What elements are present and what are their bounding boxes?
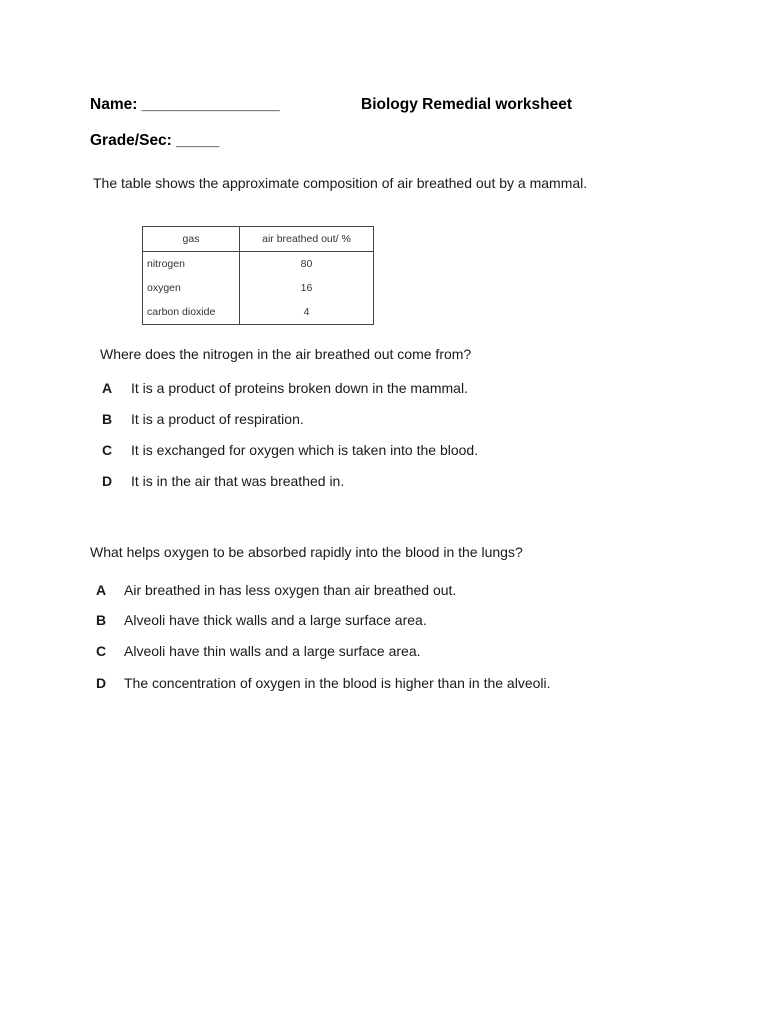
option-letter: C <box>102 442 113 458</box>
name-field-label: Name: ________________ <box>90 96 280 113</box>
air-composition-table <box>142 226 374 325</box>
option-letter: B <box>102 411 113 427</box>
option-letter: B <box>96 612 107 628</box>
table-cell-gas: oxygen <box>143 276 240 300</box>
option-text: Air breathed in has less oxygen than air breathed out. <box>124 582 457 598</box>
option-text: The concentration of oxygen in the blood is higher than in the alveoli. <box>124 675 551 691</box>
option-text: Alveoli have thick walls and a large surface area. <box>124 612 427 628</box>
table-header-percent: air breathed out/ % <box>240 227 374 252</box>
worksheet-title: Biology Remedial worksheet <box>361 96 573 113</box>
table-header-row <box>143 227 374 252</box>
table-intro-text: The table shows the approximate composition of air breathed out by a mammal. <box>93 175 588 191</box>
table-cell-value: 80 <box>240 252 374 277</box>
option-letter: D <box>102 473 113 489</box>
table-cell-gas: carbon dioxide <box>143 300 240 325</box>
option-text: It is a product of proteins broken down in the mammal. <box>131 380 468 396</box>
grade-section-label: Grade/Sec: _____ <box>90 132 220 149</box>
table-row <box>143 252 374 277</box>
table-cell-value: 16 <box>240 276 374 300</box>
option-text: It is a product of respiration. <box>131 411 304 427</box>
option-text: It is exchanged for oxygen which is taken into the blood. <box>131 442 479 458</box>
table-row <box>143 300 374 325</box>
question-1-text: Where does the nitrogen in the air breathed out come from? <box>100 346 472 362</box>
table-header-gas: gas <box>143 227 240 252</box>
option-letter: D <box>96 675 107 691</box>
option-text: Alveoli have thin walls and a large surface area. <box>124 643 421 659</box>
table-cell-gas: nitrogen <box>143 252 240 277</box>
option-letter: A <box>96 582 107 598</box>
table-row <box>143 276 374 300</box>
question-2-text: What helps oxygen to be absorbed rapidly into the blood in the lungs? <box>90 544 523 560</box>
option-letter: C <box>96 643 107 659</box>
option-letter: A <box>102 380 113 396</box>
option-text: It is in the air that was breathed in. <box>131 473 345 489</box>
table-cell-value: 4 <box>240 300 374 325</box>
